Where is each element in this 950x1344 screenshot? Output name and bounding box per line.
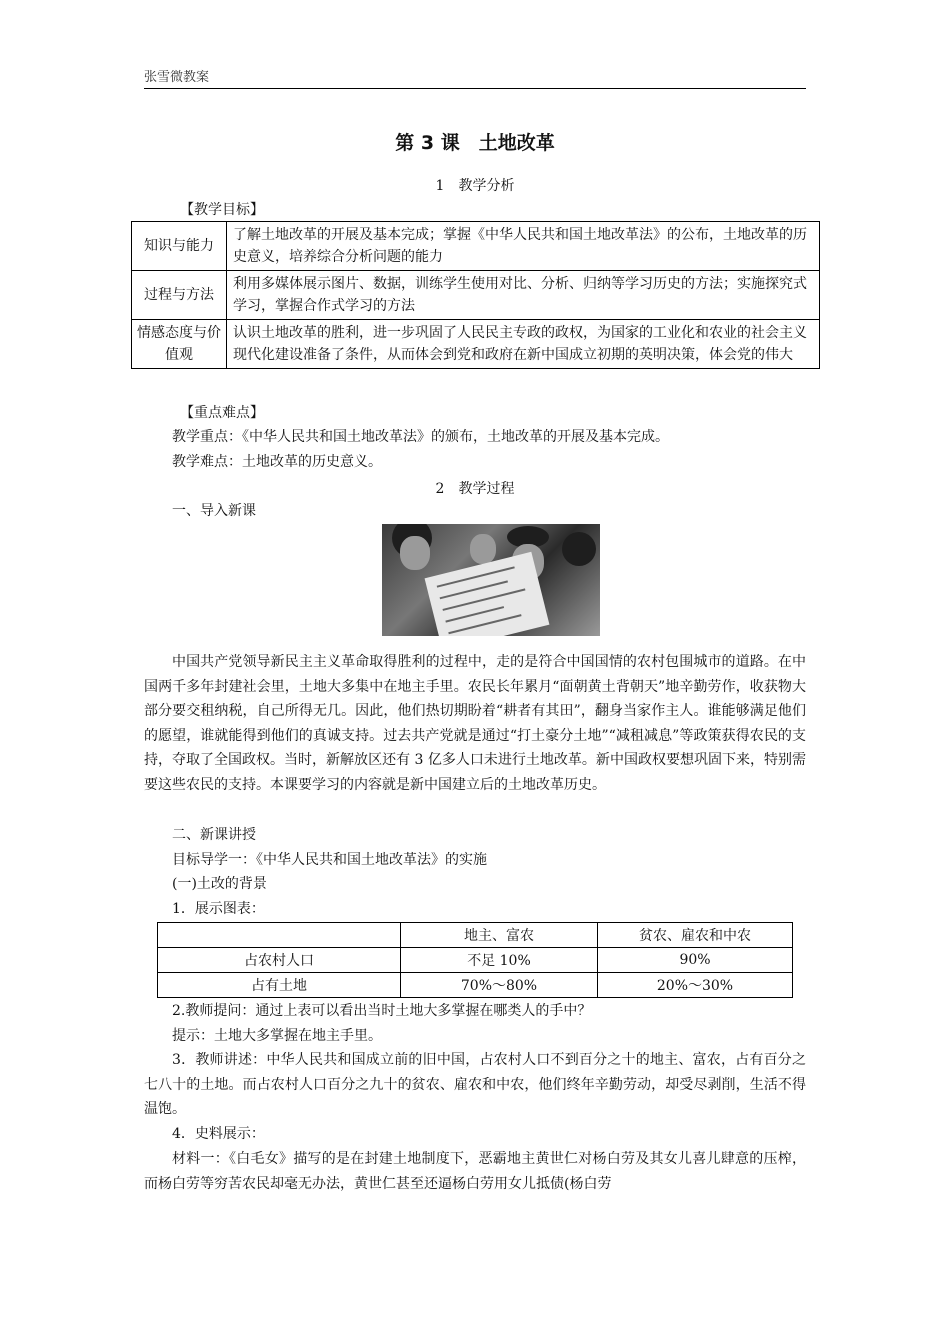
- objective-content: 利用多媒体展示图片、数据，训练学生使用对比、分析、归纳等学习历史的方法；实施探究式学习，掌握合作式学习的方法: [227, 271, 820, 320]
- table-cell: 90%: [598, 948, 793, 973]
- table-cell: 占农村人口: [158, 948, 401, 973]
- table-row: [132, 271, 820, 320]
- goal-one: 目标导学一：《中华人民共和国土地改革法》的实施: [172, 852, 487, 868]
- lesson-title: 第 3 课 土地改革: [395, 132, 555, 154]
- material-one: 材料一：《白毛女》描写的是在封建土地制度下，恶霸地主黄世仁对杨白劳及其女儿喜儿肆意的压榨，而杨白劳等穷苦农民却毫无办法，黄世仁甚至还逼杨白劳用女儿抵债(杨白劳: [144, 1151, 806, 1192]
- objectives-table: [131, 221, 820, 369]
- page-header: 张雪微教案: [144, 66, 806, 89]
- objectives-heading: 【教学目标】: [180, 202, 264, 218]
- answer-hint: 提示：土地大多掌握在地主手里。: [172, 1028, 382, 1044]
- subsection-background: (一)土改的背景: [172, 876, 267, 892]
- intro-heading: 一、导入新课: [172, 503, 256, 519]
- table-header-cell: 地主、富农: [401, 923, 598, 948]
- table-row: [132, 222, 820, 271]
- teaching-difficulty: 教学难点：土地改革的历史意义。: [172, 454, 382, 470]
- land-distribution-table: [157, 922, 793, 998]
- teaching-focus: 教学重点：《中华人民共和国土地改革法》的颁布，土地改革的开展及基本完成。: [172, 429, 669, 445]
- step-historical-material: 4．史料展示：: [172, 1126, 265, 1142]
- land-reform-photo: [382, 524, 600, 636]
- table-cell: 不足 10%: [401, 948, 598, 973]
- table-row: [132, 320, 820, 369]
- table-header-cell: [158, 923, 401, 948]
- teacher-question: 2.教师提问：通过上表可以看出当时土地大多掌握在哪类人的手中？: [172, 1003, 592, 1019]
- intro-paragraph: 中国共产党领导新民主主义革命取得胜利的过程中，走的是符合中国国情的农村包围城市的道路。在中国两千多年封建社会里，土地大多集中在地主手里。农民长年累月“面朝黄土背朝天”地辛勤劳作，收获物大部分要交租纳税，自己所得无几。因此，他们热切期盼着“耕者有其田”，翻身当家作主人。谁能够满足他们的愿望，谁就能得到他们的真诚支持。过去共产党就是通过“打土豪分土地”“减租减息”等政策获得农民的支持，夺取了全国政权。当时，新解放区还有 3 亿多人口未进行土地改革。新中国政权要想巩固下来，特别需要这些农民的支持。本课要学习的内容就是新中国建立后的土地改革历史。: [144, 654, 806, 793]
- objective-label: 过程与方法: [132, 271, 227, 320]
- table-row: [158, 973, 793, 998]
- table-header-cell: 贫农、雇农和中农: [598, 923, 793, 948]
- objective-label: 知识与能力: [132, 222, 227, 271]
- table-row: [158, 948, 793, 973]
- keypoints-heading: 【重点难点】: [180, 405, 264, 421]
- table-cell: 20%～30%: [598, 973, 793, 998]
- section-heading-analysis: 1 教学分析: [435, 178, 515, 194]
- section-heading-process: 2 教学过程: [435, 481, 515, 497]
- objective-label: 情感态度与价值观: [132, 320, 227, 369]
- step-show-chart: 1．展示图表：: [172, 901, 265, 917]
- table-row: [158, 923, 793, 948]
- objective-content: 认识土地改革的胜利，进一步巩固了人民民主专政的政权，为国家的工业化和农业的社会主义现代化建设准备了条件，从而体会到党和政府在新中国成立初期的英明决策，体会党的伟大: [227, 320, 820, 369]
- objective-content: 了解土地改革的开展及基本完成；掌握《中华人民共和国土地改革法》的公布，土地改革的历史意义，培养综合分析问题的能力: [227, 222, 820, 271]
- table-cell: 占有土地: [158, 973, 401, 998]
- new-lesson-heading: 二、新课讲授: [172, 827, 256, 843]
- table-cell: 70%～80%: [401, 973, 598, 998]
- teacher-lecture: 3．教师讲述：中华人民共和国成立前的旧中国，占农村人口不到百分之十的地主、富农，占有百分之七八十的土地。而占农村人口百分之九十的贫农、雇农和中农，他们终年辛勤劳动，却受尽剥削，生活不得温饱。: [144, 1052, 806, 1117]
